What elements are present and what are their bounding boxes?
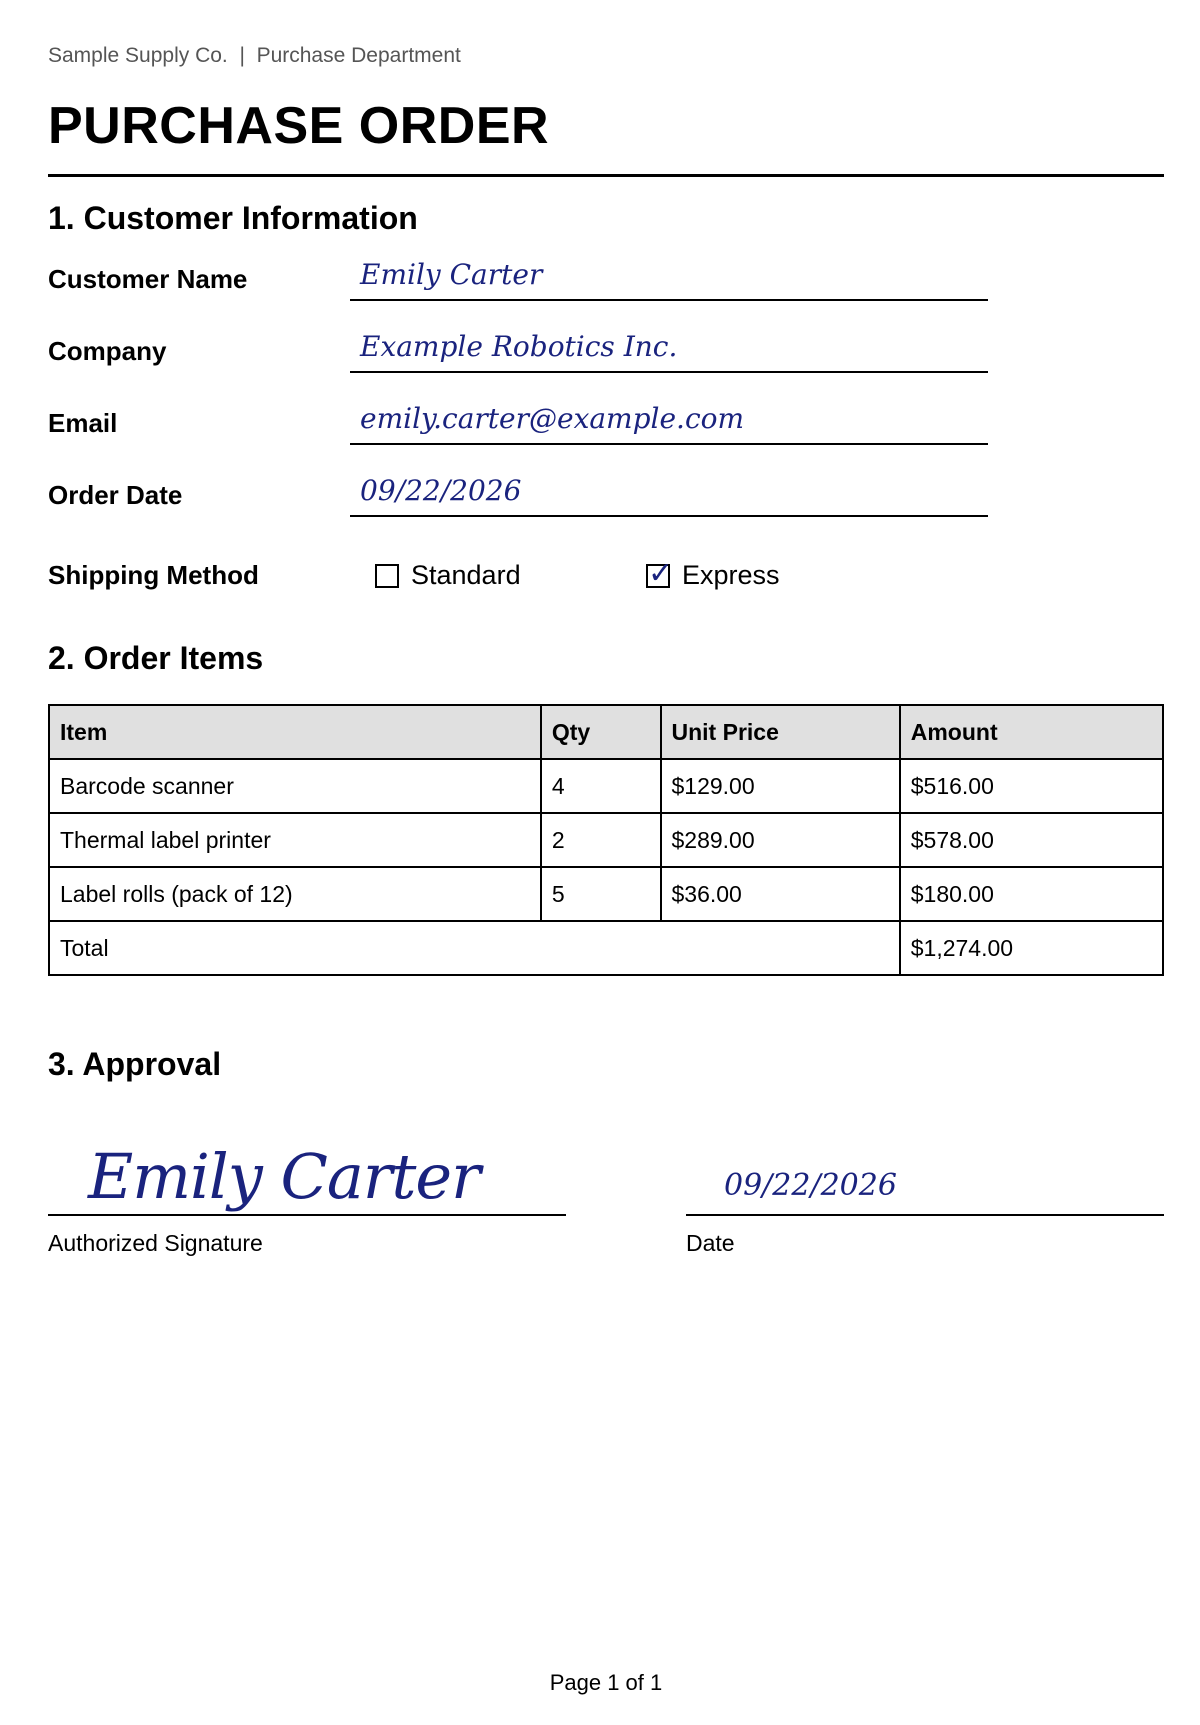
total-label: Total [49, 921, 900, 975]
column-header-qty: Qty [541, 705, 661, 759]
standard-label: Standard [411, 560, 521, 590]
section-title-approval: 3. Approval [48, 1046, 222, 1082]
unit-price-cell: $129.00 [661, 759, 900, 813]
item-cell: Label rolls (pack of 12) [49, 867, 541, 921]
company-label: Company [48, 336, 167, 366]
table-row [49, 867, 1163, 921]
company-name: Sample Supply Co. [48, 44, 228, 67]
approval-date-caption: Date [686, 1230, 735, 1256]
qty-cell: 4 [541, 759, 661, 813]
express-label: Express [682, 560, 780, 590]
order-items-table [48, 704, 1164, 976]
page-title: PURCHASE ORDER [48, 97, 550, 155]
customer-name-field[interactable] [350, 299, 988, 301]
standard-checkbox[interactable] [375, 564, 399, 588]
table-row [49, 813, 1163, 867]
order-date-value[interactable]: 09/22/2026 [360, 474, 522, 507]
total-value: $1,274.00 [900, 921, 1163, 975]
unit-price-cell: $36.00 [661, 867, 900, 921]
unit-price-cell: $289.00 [661, 813, 900, 867]
company-value[interactable]: Example Robotics Inc. [360, 330, 678, 363]
customer-name-label: Customer Name [48, 264, 248, 294]
shipping-option-standard[interactable] [375, 560, 521, 591]
order-date-field[interactable] [350, 515, 988, 517]
express-checkbox[interactable] [646, 555, 674, 591]
signature-line[interactable] [48, 1214, 566, 1216]
column-header-item: Item [49, 705, 541, 759]
document-header [48, 44, 461, 68]
title-divider [48, 174, 1164, 177]
shipping-method-label: Shipping Method [48, 560, 259, 590]
customer-name-value[interactable]: Emily Carter [360, 258, 543, 291]
amount-cell: $180.00 [900, 867, 1163, 921]
item-cell: Barcode scanner [49, 759, 541, 813]
email-label: Email [48, 408, 118, 438]
qty-cell: 5 [541, 867, 661, 921]
amount-cell: $578.00 [900, 813, 1163, 867]
email-field[interactable] [350, 443, 988, 445]
qty-cell: 2 [541, 813, 661, 867]
order-date-label: Order Date [48, 480, 183, 510]
table-row [49, 759, 1163, 813]
item-cell: Thermal label printer [49, 813, 541, 867]
checkmark-icon: ✓ [648, 555, 674, 591]
company-field[interactable] [350, 371, 988, 373]
section-title-items: 2. Order Items [48, 640, 264, 676]
section-title-customer: 1. Customer Information [48, 200, 418, 236]
signature-caption: Authorized Signature [48, 1230, 263, 1256]
purchase-order-page [48, 0, 1164, 1725]
page-number: Page 1 of 1 [549, 1670, 663, 1695]
shipping-option-express[interactable] [646, 555, 780, 591]
amount-cell: $516.00 [900, 759, 1163, 813]
header-separator: | [239, 44, 245, 67]
column-header-amount: Amount [900, 705, 1163, 759]
approval-date-value[interactable]: 09/22/2026 [724, 1168, 897, 1203]
total-row [49, 921, 1163, 975]
table-header-row [49, 705, 1163, 759]
department-name: Purchase Department [256, 44, 461, 67]
handwritten-signature: Emily Carter [88, 1140, 480, 1213]
column-header-unit-price: Unit Price [661, 705, 900, 759]
email-value[interactable]: emily.carter@example.com [360, 402, 745, 435]
approval-date-line[interactable] [686, 1214, 1164, 1216]
